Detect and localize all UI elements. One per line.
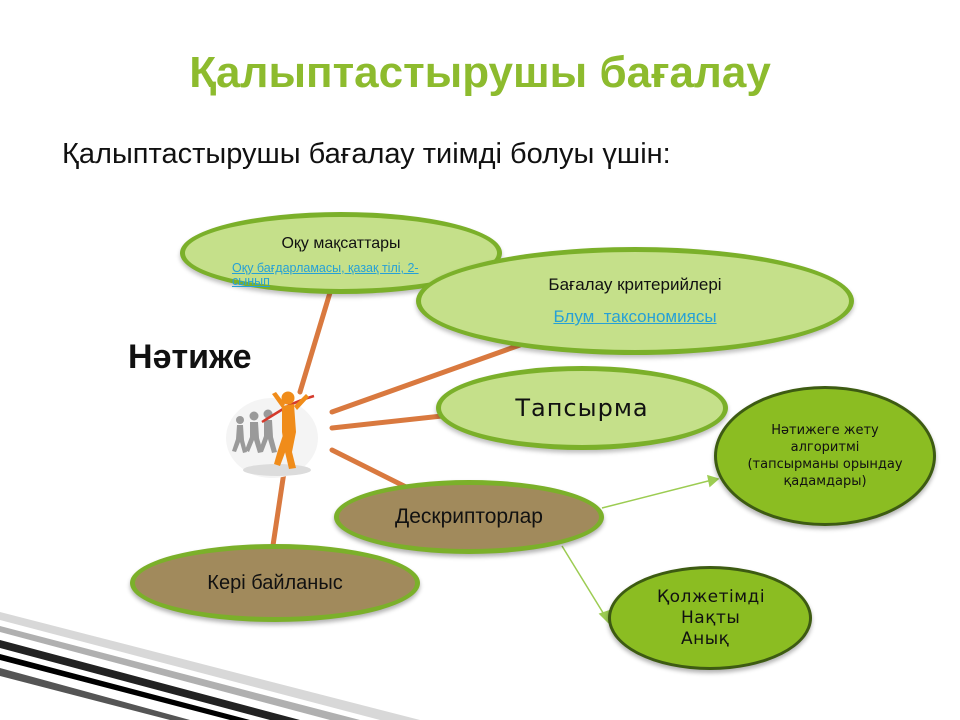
- arrow-qoljetimdi: [562, 546, 605, 616]
- connector-deskriptor: [332, 450, 412, 490]
- node-natijege-jetu-algoritmi: [714, 386, 936, 526]
- node-bagalau-title: Бағалау критерийлері: [548, 275, 722, 294]
- connector-oqu: [300, 286, 332, 392]
- node-keri-bailanys: [130, 544, 420, 622]
- node-qoljetimdi: [608, 566, 812, 670]
- node-bagalau-link[interactable]: Блум таксономиясы: [553, 307, 717, 326]
- arrow-algoritm: [602, 480, 712, 508]
- connector-keri: [272, 472, 284, 552]
- node-oqu-title: Оқу мақсаттары: [281, 235, 401, 252]
- node-keri-title: Кері байланыс: [207, 571, 343, 594]
- slide-subtitle: Қалыптастырушы бағалау тиімді болуы үшін:: [62, 138, 671, 170]
- node-oqu-link[interactable]: Оқу бағдарламасы, қазақ тілі, 2-сынып: [232, 261, 419, 288]
- node-qoljetimdi-line1: Қолжетімді: [657, 586, 766, 607]
- node-tapsyrma-title: Тапсырма: [515, 394, 649, 422]
- connector-tapsyrma: [332, 416, 442, 428]
- node-deskriptorlar: [334, 480, 604, 554]
- node-qoljetimdi-line2: Нақты: [681, 607, 741, 628]
- node-deskriptor-title: Дескрипторлар: [394, 505, 543, 528]
- center-label-natije: Нәтиже: [128, 338, 252, 376]
- node-tapsyrma: [436, 366, 728, 450]
- node-qoljetimdi-line3: Анық: [681, 628, 730, 649]
- running-people-illustration: [222, 382, 332, 482]
- node-algoritm-title: Нәтижеге жету алгоритмі (тапсырманы орындау қадамдары): [747, 423, 903, 489]
- slide-title: Қалыптастырушы бағалау: [189, 48, 771, 97]
- node-bagalau-kriteriyleri: [416, 247, 854, 355]
